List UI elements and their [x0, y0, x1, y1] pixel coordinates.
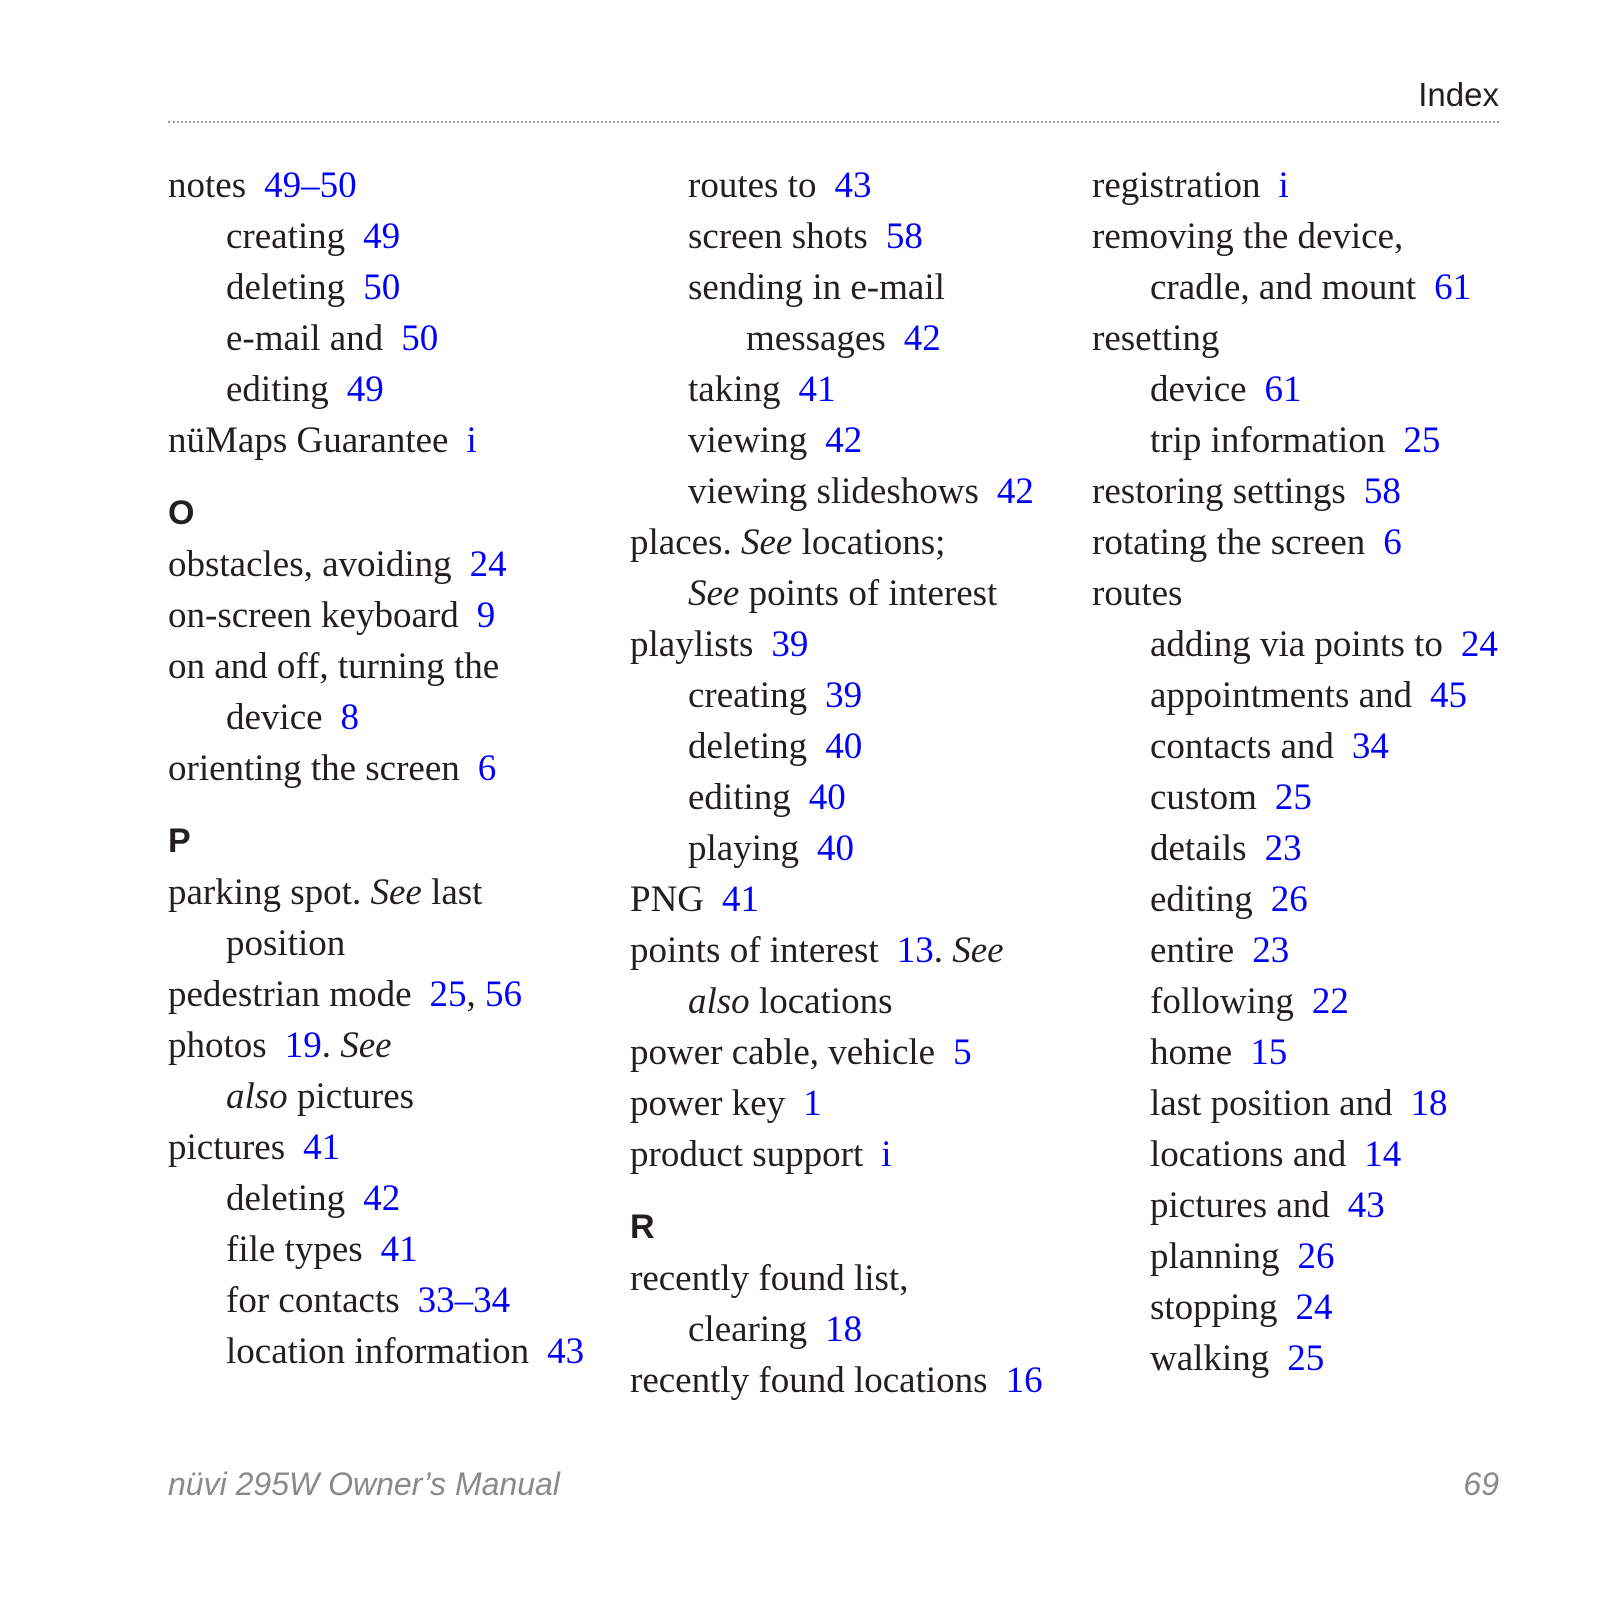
index-subentry: for contacts 33–34 [226, 1280, 511, 1321]
page-link[interactable]: 14 [1364, 1134, 1402, 1175]
page-link[interactable]: 50 [401, 318, 439, 359]
page-link[interactable]: 22 [1311, 981, 1349, 1022]
page-link[interactable]: 13 [896, 930, 934, 971]
index-entry: orienting the screen 6 [168, 748, 497, 789]
page-link[interactable]: 42 [363, 1178, 401, 1219]
manual-title: nüvi 295W Owner’s Manual [168, 1466, 560, 1502]
page-link[interactable]: 43 [834, 165, 872, 206]
index-entry: on-screen keyboard 9 [168, 595, 496, 636]
page-link[interactable]: i [881, 1134, 892, 1175]
page-link[interactable]: 16 [1005, 1360, 1043, 1401]
index-entry: obstacles, avoiding 24 [168, 544, 507, 585]
index-entry-continuation: See points of interest [688, 573, 998, 614]
index-subentry: screen shots 58 [688, 216, 923, 257]
index-entry: power key 1 [630, 1083, 822, 1124]
page-link[interactable]: 49 [346, 369, 384, 410]
index-entry: rotating the screen 6 [1092, 522, 1402, 563]
index-entry: PNG 41 [630, 879, 760, 920]
index-subentry: location information 43 [226, 1331, 585, 1372]
page-link[interactable]: 24 [1460, 624, 1498, 665]
index-subentry: device 61 [1150, 369, 1302, 410]
see-reference: See [952, 930, 1004, 971]
page-link[interactable]: 41 [722, 879, 760, 920]
index-entry: photos 19. See [168, 1025, 392, 1066]
page-link[interactable]: 8 [340, 697, 360, 738]
index-entry: pictures 41 [168, 1127, 341, 1168]
index-subentry-continuation: messages 42 [746, 318, 941, 359]
index-subentry: creating 49 [226, 216, 401, 257]
index-entry-continuation: also locations [688, 981, 893, 1022]
index-entry: recently found locations 16 [630, 1360, 1043, 1401]
index-entry-continuation: position [226, 923, 346, 964]
index-subentry: entire 23 [1150, 930, 1290, 971]
index-subentry: viewing slideshows 42 [688, 471, 1034, 512]
index-entry: resetting [1092, 318, 1220, 359]
page-link[interactable]: 43 [1347, 1185, 1385, 1226]
index-entry: power cable, vehicle 5 [630, 1032, 972, 1073]
index-subentry: following 22 [1150, 981, 1349, 1022]
section-letter: O [168, 494, 195, 532]
index-subentry: appointments and 45 [1150, 675, 1468, 716]
index-entry: notes 49–50 [168, 165, 357, 206]
index-subentry: custom 25 [1150, 777, 1312, 818]
index-subentry: deleting 50 [226, 267, 401, 308]
page-link[interactable]: 42 [996, 471, 1034, 512]
see-reference: See [688, 573, 740, 614]
see-reference: See [370, 872, 422, 913]
see-reference: See [340, 1025, 392, 1066]
page-link[interactable]: 25 [1287, 1338, 1325, 1379]
section-header: Index [1418, 76, 1499, 113]
index-entry: routes [1092, 573, 1183, 614]
see-reference: also [226, 1076, 288, 1117]
index-subentry: e-mail and 50 [226, 318, 439, 359]
index-subentry: editing 49 [226, 369, 384, 410]
page-link[interactable]: 39 [825, 675, 863, 716]
page-link[interactable]: 6 [1383, 522, 1402, 563]
page-link[interactable]: 25 [1274, 777, 1312, 818]
index-subentry: taking 41 [688, 369, 836, 410]
page-link[interactable]: i [466, 420, 477, 461]
index-entry: pedestrian mode 25, 56 [168, 974, 522, 1015]
index-entry-continuation: clearing 18 [688, 1309, 863, 1350]
index-subentry: last position and 18 [1150, 1083, 1448, 1124]
index-column-1 [168, 160, 598, 1377]
page-link[interactable]: 50 [363, 267, 401, 308]
page-link[interactable]: 39 [771, 624, 809, 665]
page-link[interactable]: 23 [1264, 828, 1302, 869]
page-link[interactable]: 25 [429, 974, 467, 1015]
index-entry: product support i [630, 1134, 892, 1175]
index-entry: places. See locations; [630, 522, 946, 563]
page-link[interactable]: 45 [1430, 675, 1468, 716]
index-column-3 [1092, 160, 1522, 1384]
index-subentry: stopping 24 [1150, 1287, 1333, 1328]
index-subentry: deleting 40 [688, 726, 863, 767]
page-link[interactable]: 49 [363, 216, 401, 257]
index-subentry: trip information 25 [1150, 420, 1441, 461]
index-subentry: deleting 42 [226, 1178, 401, 1219]
page-link[interactable]: 41 [798, 369, 836, 410]
page-link[interactable]: 61 [1434, 267, 1472, 308]
index-subentry: viewing 42 [688, 420, 863, 461]
index-entry: restoring settings 58 [1092, 471, 1401, 512]
page-number: 69 [1463, 1466, 1499, 1502]
index-subentry: adding via points to 24 [1150, 624, 1498, 665]
section-letter: R [630, 1208, 655, 1246]
index-subentry: sending in e-mail [688, 267, 945, 308]
index-subentry: walking 25 [1150, 1338, 1325, 1379]
page-link[interactable]: 42 [903, 318, 941, 359]
page-link[interactable]: 19 [284, 1025, 322, 1066]
index-subentry: locations and 14 [1150, 1134, 1402, 1175]
page-link[interactable]: 24 [1295, 1287, 1333, 1328]
page-link[interactable]: 58 [1363, 471, 1401, 512]
page-link[interactable]: 40 [825, 726, 863, 767]
index-entry: nüMaps Guarantee i [168, 420, 477, 461]
page-link[interactable]: 49–50 [264, 165, 357, 206]
page-link[interactable]: 26 [1270, 879, 1308, 920]
page-link[interactable]: 23 [1252, 930, 1290, 971]
page-link[interactable]: 25 [1403, 420, 1441, 461]
index-subentry: editing 26 [1150, 879, 1308, 920]
page-link[interactable]: 24 [469, 544, 507, 585]
index-entry: removing the device, [1092, 216, 1404, 257]
page-link[interactable]: 15 [1250, 1032, 1288, 1073]
index-subentry: playing 40 [688, 828, 854, 869]
index-subentry: home 15 [1150, 1032, 1288, 1073]
index-subentry: contacts and 34 [1150, 726, 1389, 767]
see-reference: also [688, 981, 750, 1022]
page-link[interactable]: 18 [1410, 1083, 1448, 1124]
index-subentry: routes to 43 [688, 165, 872, 206]
index-subentry: pictures and 43 [1150, 1185, 1385, 1226]
index-column-2 [630, 160, 1060, 1406]
page-link[interactable]: 1 [803, 1083, 822, 1124]
page-link[interactable]: 6 [477, 748, 497, 789]
index-entry-continuation: cradle, and mount 61 [1150, 267, 1472, 308]
page-link[interactable]: 61 [1264, 369, 1302, 410]
index-subentry: file types 41 [226, 1229, 418, 1270]
page-link[interactable]: 18 [825, 1309, 863, 1350]
page-link[interactable]: 33–34 [417, 1280, 511, 1321]
page-link[interactable]: 58 [885, 216, 923, 257]
page-link[interactable]: i [1278, 165, 1289, 206]
page-link[interactable]: 43 [547, 1331, 585, 1372]
index-entry: on and off, turning the [168, 646, 500, 687]
index-entry: recently found list, [630, 1258, 909, 1299]
index-subentry: editing 40 [688, 777, 846, 818]
index-entry: registration i [1092, 165, 1289, 206]
page-link[interactable]: 9 [476, 595, 496, 636]
index-subentry: planning 26 [1150, 1236, 1335, 1277]
page-link[interactable]: 42 [825, 420, 863, 461]
page-link[interactable]: 26 [1297, 1236, 1335, 1277]
header-divider [168, 121, 1499, 123]
index-entry: playlists 39 [630, 624, 809, 665]
index-subentry: creating 39 [688, 675, 863, 716]
index-entry: points of interest 13. See [630, 930, 1004, 971]
page-link[interactable]: 34 [1351, 726, 1389, 767]
page-link[interactable]: 56 [485, 974, 522, 1015]
index-entry: parking spot. See last [168, 872, 483, 913]
page-link[interactable]: 41 [380, 1229, 418, 1270]
index-entry-continuation: device 8 [226, 697, 360, 738]
section-letter: P [168, 822, 191, 860]
page-link[interactable]: 41 [303, 1127, 341, 1168]
page-link[interactable]: 5 [953, 1032, 972, 1073]
index-subentry: details 23 [1150, 828, 1302, 869]
page-link[interactable]: 40 [816, 828, 854, 869]
page-link[interactable]: 40 [808, 777, 846, 818]
index-entry-continuation: also pictures [226, 1076, 415, 1117]
see-reference: See [740, 522, 793, 563]
